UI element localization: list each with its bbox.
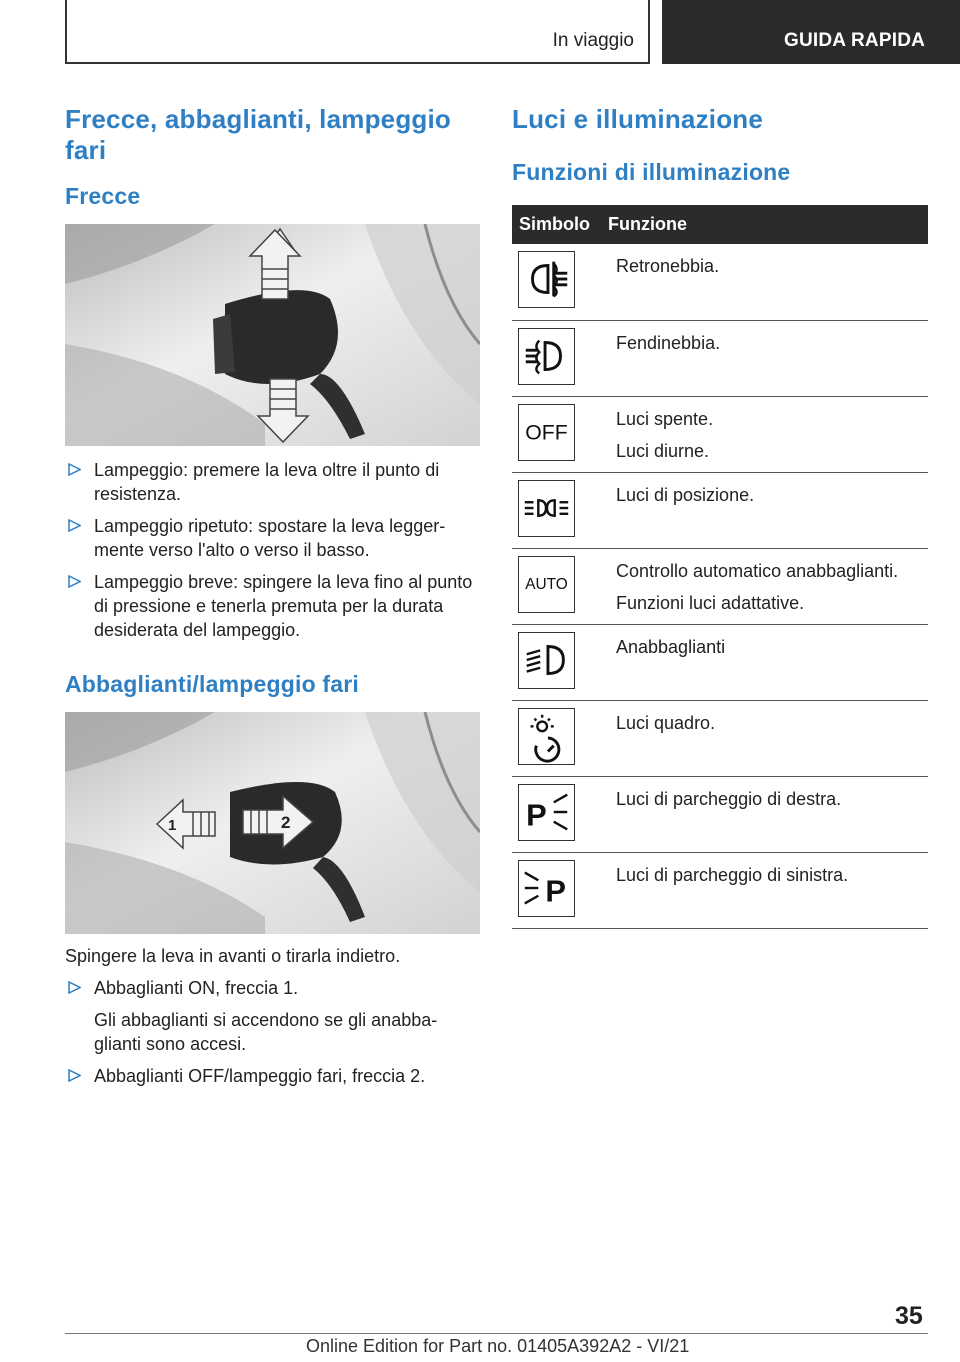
table-row — [512, 472, 928, 548]
table-row — [512, 624, 928, 700]
section-heading-lights: Luci e illuminazione — [512, 104, 764, 134]
list-item: Abbaglianti ON, freccia 1. Gli abbaglianti si accendono se gli anabba- glianti sono accesi. — [65, 976, 480, 1056]
svg-text:OFF: OFF — [525, 421, 568, 445]
table-row — [512, 548, 928, 624]
parking-light-right-icon — [518, 784, 575, 841]
subheading-high-beam: Abbaglianti/lampeggio fari — [65, 671, 360, 697]
bullet-note: Gli abbaglianti si accendono se gli anabba- glianti sono accesi. — [94, 1010, 438, 1054]
arrow-label-2: 2 — [281, 813, 291, 832]
edition-note: Online Edition for Part no. 01405A392A2 - VI/21 — [306, 1336, 690, 1356]
turn-signal-lever-figure — [65, 224, 480, 446]
list-item: Lampeggio ripetuto: spostare la leva legger- mente verso l'alto o verso il basso. — [65, 514, 480, 562]
table-row — [512, 852, 928, 928]
section-title: In viaggio — [552, 30, 634, 51]
right-column — [512, 104, 928, 929]
table-row — [512, 396, 928, 472]
bullet-arrow-icon — [68, 981, 81, 994]
instrument-lighting-icon — [518, 708, 575, 765]
low-beam-icon — [518, 632, 575, 689]
header-box — [65, 0, 650, 64]
function-cell: Anabbaglianti — [608, 624, 928, 700]
table-row — [512, 776, 928, 852]
function-cell: Luci quadro. — [608, 700, 928, 776]
high-beam-lever-figure — [65, 712, 480, 934]
list-item: Lampeggio: premere la leva oltre il punto di resistenza. — [65, 458, 480, 506]
guide-tab[interactable]: GUIDA RAPIDA — [662, 0, 960, 64]
footer-divider — [65, 1333, 928, 1334]
function-cell: Luci di parcheggio di sinistra. — [608, 852, 928, 928]
table-row — [512, 244, 928, 320]
column-header-function: Funzione — [608, 214, 687, 234]
svg-text:P: P — [526, 797, 547, 833]
function-cell: Luci di posizione. — [608, 472, 928, 548]
function-cell: Luci spente. Luci diurne. — [608, 396, 928, 472]
list-item: Lampeggio breve: spingere la leva fino al punto di pressione e tenerla premuta per la durata desiderata del lampeggio. — [65, 570, 480, 642]
rear-fog-light-icon — [518, 251, 575, 308]
subheading-lighting-functions: Funzioni di illuminazione — [512, 159, 791, 185]
page-number: 35 — [895, 1302, 923, 1330]
left-column — [65, 104, 480, 1088]
high-beam-bullets — [65, 976, 480, 1088]
svg-text:P: P — [545, 873, 566, 909]
bullet-arrow-icon — [68, 519, 81, 532]
high-beam-intro: Spingere la leva in avanti o tirarla indietro. — [65, 946, 401, 966]
function-cell: Controllo automatico anabbaglianti. Funzioni luci adattative. — [608, 548, 928, 624]
table-header — [512, 205, 928, 244]
svg-text:AUTO: AUTO — [525, 575, 568, 593]
list-item: Abbaglianti OFF/lampeggio fari, freccia 2. — [65, 1064, 480, 1088]
auto-icon — [518, 556, 575, 613]
position-lights-icon — [518, 480, 575, 537]
lighting-symbols-table — [512, 205, 928, 929]
off-icon — [518, 404, 575, 461]
function-cell: Retronebbia. — [608, 244, 928, 320]
table-row — [512, 700, 928, 776]
function-cell: Luci di parcheggio di destra. — [608, 776, 928, 852]
table-row — [512, 320, 928, 396]
parking-light-left-icon — [518, 860, 575, 917]
function-cell: Fendinebbia. — [608, 320, 928, 396]
bullet-arrow-icon — [68, 463, 81, 476]
bullet-arrow-icon — [68, 1069, 81, 1082]
turn-signal-bullets — [65, 458, 480, 642]
subheading-frecce: Frecce — [65, 183, 141, 209]
section-heading-turn-signals: Frecce, abbaglianti, lampeggio fari — [65, 104, 451, 165]
bullet-arrow-icon — [68, 575, 81, 588]
column-header-symbol: Simbolo — [519, 214, 590, 234]
front-fog-light-icon — [518, 328, 575, 385]
arrow-label-1: 1 — [168, 817, 177, 834]
